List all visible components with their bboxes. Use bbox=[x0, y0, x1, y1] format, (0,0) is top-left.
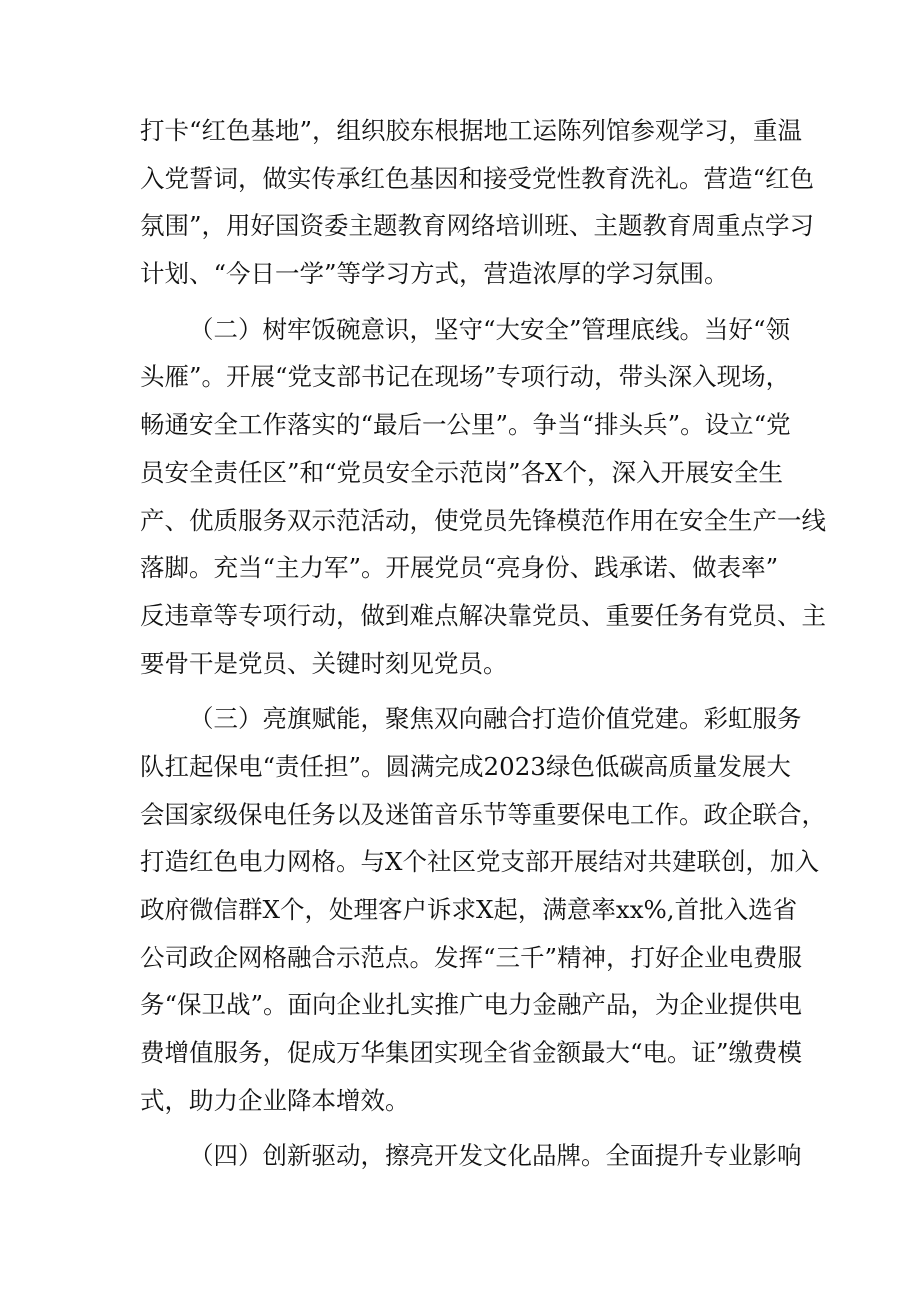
text-line: 打造红色电力网格。与X个社区党支部开展结对共建联创，加入 bbox=[140, 847, 819, 877]
text-line: 要骨干是党员、关键时刻见党员。 bbox=[140, 648, 508, 678]
text-line: 公司政企网格融合示范点。发挥“三千”精神，打好企业电费服 bbox=[140, 942, 803, 972]
text-line: 务“保卫战”。面向企业扎实推广电力金融产品，为企业提供电 bbox=[140, 990, 803, 1020]
paragraph-4 bbox=[140, 1132, 802, 1180]
text-line: 政府微信群X个，处理客户诉求X起，满意率xx%,首批入选省 bbox=[140, 895, 798, 924]
text-line: 反违章等专项行动，做到难点解决靠党员、重要任务有党员、主 bbox=[140, 600, 826, 630]
text-line: 产、优质服务双示范活动，使党员先锋模范作用在安全生产一线 bbox=[140, 505, 826, 535]
text-line: 氛围”，用好国资委主题教育网络培训班、主题教育周重点学习 bbox=[140, 211, 815, 241]
text-line: 入党誓词，做实传承红色基因和接受党性教育洗礼。营造“红色 bbox=[140, 163, 815, 193]
text-line: （三）亮旗赋能，聚焦双向融合打造价值党建。彩虹服务 bbox=[189, 704, 802, 734]
paragraph-2 bbox=[140, 306, 826, 688]
text-line: 式，助力企业降本增效。 bbox=[140, 1085, 410, 1115]
text-line: 畅通安全工作落实的“最后一公里”。争当“排头兵”。设立“党 bbox=[140, 410, 791, 440]
text-line: 打卡“红色基地”，组织胶东根据地工运陈列馆参观学习，重温 bbox=[140, 116, 803, 145]
text-line: 费增值服务，促成万华集团实现全省金额最大“电。证”缴费模 bbox=[140, 1038, 803, 1068]
text-line: 员安全责任区”和“党员安全示范岗”各X个，深入开展安全生 bbox=[140, 457, 784, 487]
text-line: （二）树牢饭碗意识，坚守“大安全”管理底线。当好“领 bbox=[189, 314, 791, 344]
text-line: 会国家级保电任务以及迷笛音乐节等重要保电工作。政企联合， bbox=[140, 799, 826, 829]
text-line: 队扛起保电“责任担”。圆满完成2023绿色低碳高质量发展大 bbox=[140, 751, 791, 781]
document-body bbox=[140, 107, 826, 1180]
paragraph-1 bbox=[140, 107, 815, 298]
paragraph-gap bbox=[140, 298, 790, 306]
paragraph-3 bbox=[140, 695, 826, 1124]
text-line: （四）创新驱动，擦亮开发文化品牌。全面提升专业影响 bbox=[189, 1141, 802, 1171]
text-line: 落脚。充当“主力军”。开展党员“亮身份、践承诺、做表率” bbox=[140, 553, 779, 583]
paragraph-gap bbox=[140, 1124, 790, 1132]
text-line: 计划、“今日一学”等学习方式，营造浓厚的学习氛围。 bbox=[140, 259, 729, 289]
text-line: 头雁”。开展“党支部书记在现场”专项行动，带头深入现场， bbox=[140, 362, 791, 392]
paragraph-gap bbox=[140, 687, 790, 695]
